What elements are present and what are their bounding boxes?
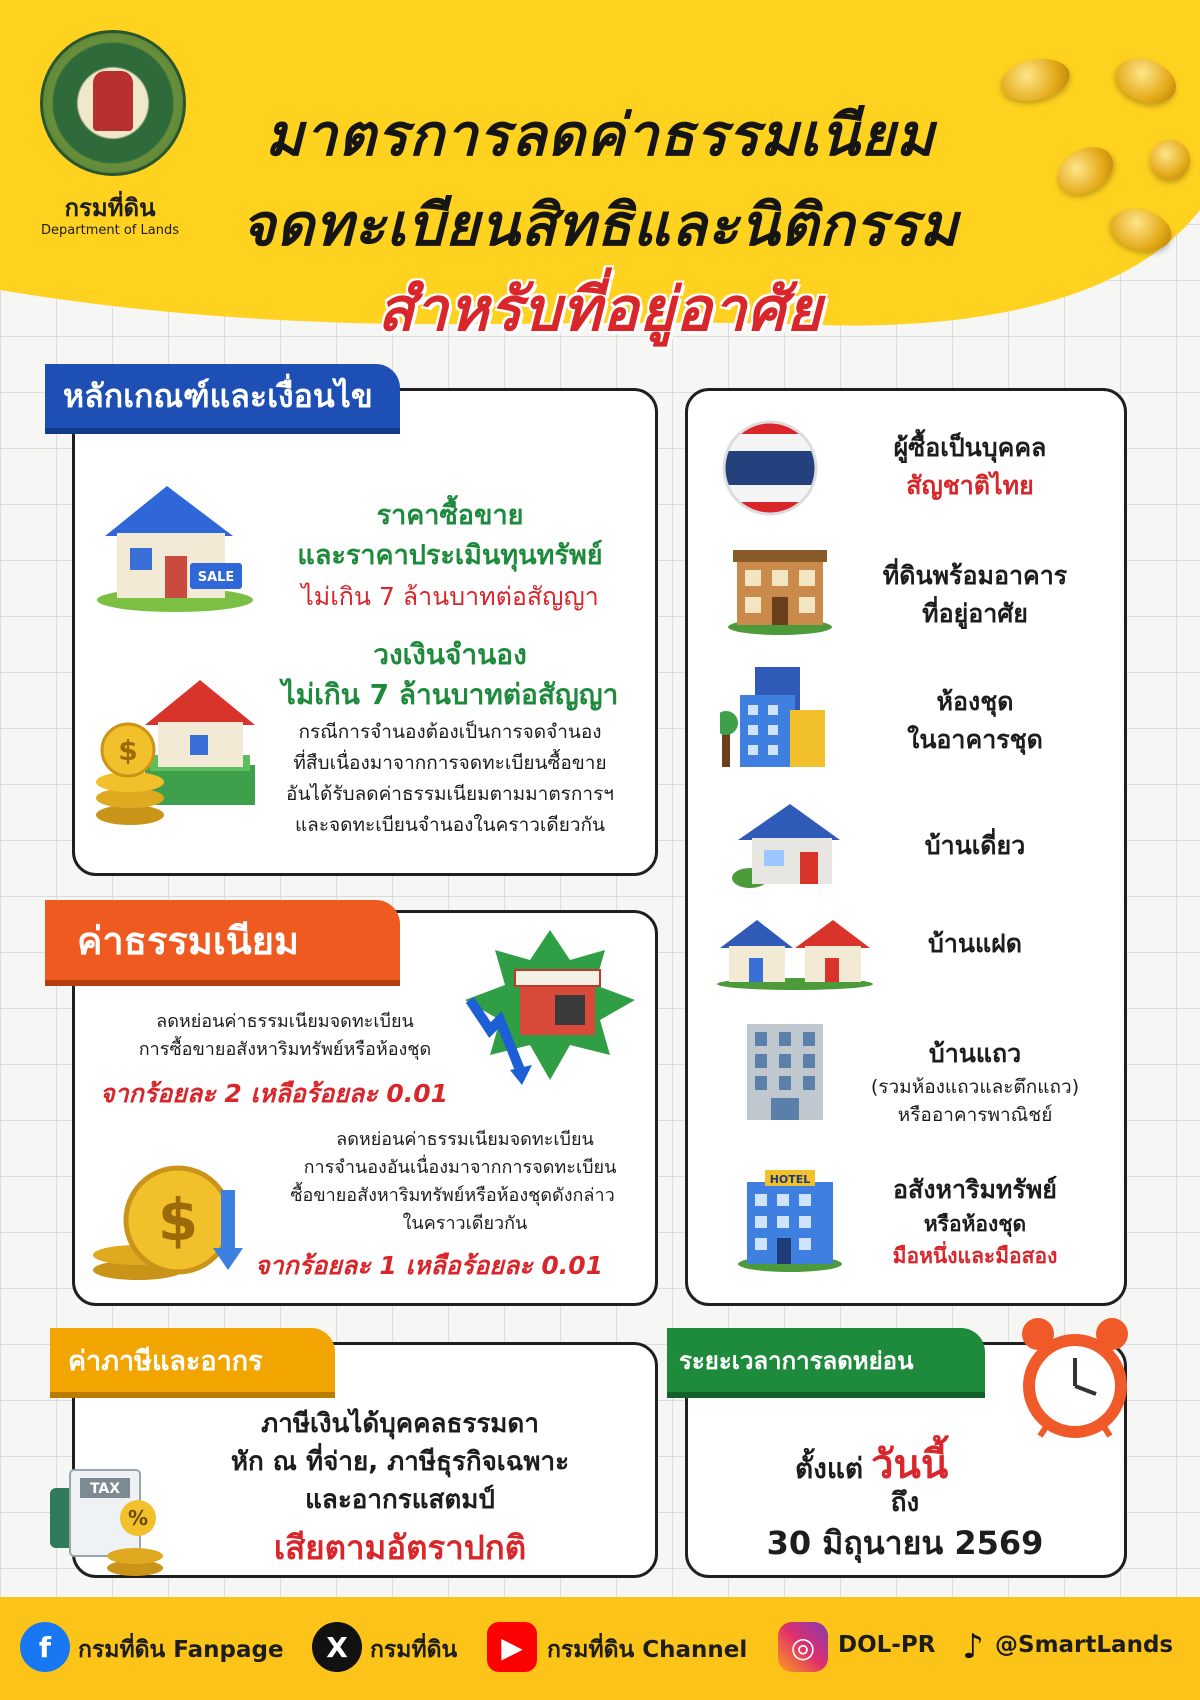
page-title-line1: มาตรการลดค่าธรรมเนียม bbox=[265, 101, 935, 169]
fees-item2-rate: จากร้อยละ 1 เหลือร้อยละ 0.01 bbox=[255, 1251, 604, 1280]
condo-building-icon bbox=[720, 665, 835, 775]
detached-house-icon bbox=[730, 800, 845, 890]
fees-item2-line4: ในคราวเดียวกัน bbox=[402, 1213, 528, 1234]
condo-line2: ในอาคารชุด bbox=[907, 725, 1043, 754]
tax-line3: และอากรแสตมป์ bbox=[305, 1485, 495, 1515]
row-line1: บ้านแถว bbox=[928, 1039, 1022, 1068]
criteria-item1-line2: และราคาประเมินทุนทรัพย์ bbox=[297, 540, 603, 571]
tax-line1: ภาษีเงินได้บุคคลธรรมดา bbox=[261, 1409, 539, 1439]
estate-line3: มือหนึ่งและมือสอง bbox=[892, 1244, 1058, 1268]
period-from-label: ตั้งแต่ bbox=[795, 1452, 864, 1485]
house-sale-icon bbox=[95, 478, 255, 613]
footer-x-link[interactable]: กรมที่ดิน bbox=[370, 1637, 458, 1663]
row-line3: หรืออาคารพาณิชย์ bbox=[897, 1104, 1053, 1126]
x-icon[interactable]: X bbox=[312, 1622, 362, 1672]
row-line2: (รวมห้องแถวและตึกแถว) bbox=[870, 1076, 1080, 1098]
alarm-clock-icon bbox=[1010, 1308, 1140, 1448]
house-money-icon bbox=[90, 670, 260, 830]
land-line1: ที่ดินพร้อมอาคาร bbox=[882, 561, 1068, 590]
tax-doc-icon bbox=[40, 1468, 170, 1578]
detached-label: บ้านเดี่ยว bbox=[924, 831, 1026, 860]
footer-tiktok-link[interactable]: @SmartLands bbox=[995, 1632, 1174, 1658]
dol-seal-icon bbox=[40, 30, 186, 176]
twin-label: บ้านแฝด bbox=[928, 929, 1022, 958]
tax-icon-label: TAX bbox=[89, 1481, 121, 1497]
period-end-date: 30 มิถุนายน 2569 bbox=[766, 1524, 1044, 1562]
footer-youtube-link[interactable]: กรมที่ดิน Channel bbox=[547, 1637, 748, 1663]
fees-tag: ค่าธรรมเนียม bbox=[45, 900, 400, 980]
buyer-line1: ผู้ซื้อเป็นบุคคล bbox=[893, 433, 1047, 462]
thai-flag-icon bbox=[720, 418, 820, 518]
dollar-coin-icon bbox=[88, 1160, 258, 1290]
tax-tag: ค่าภาษีและอากร bbox=[50, 1328, 335, 1392]
criteria-item2-note4: และจดทะเบียนจำนองในคราวเดียวกัน bbox=[294, 814, 606, 836]
criteria-item2-line1: วงเงินจำนอง bbox=[373, 638, 527, 671]
criteria-item2-line2: ไม่เกิน 7 ล้านบาทต่อสัญญา bbox=[281, 678, 619, 711]
land-line2: ที่อยู่อาศัย bbox=[922, 599, 1028, 628]
page-title-line2: จดทะเบียนสิทธิและนิติกรรม bbox=[241, 191, 959, 259]
facebook-icon[interactable]: f bbox=[20, 1622, 70, 1672]
criteria-tag: หลักเกณฑ์และเงื่อนไข bbox=[45, 364, 400, 428]
sale-sign-label: SALE bbox=[197, 570, 235, 585]
criteria-item2-note3: อันได้รับลดค่าธรรมเนียมตามมาตรการฯ bbox=[286, 783, 614, 805]
buyer-line2: สัญชาติไทย bbox=[906, 471, 1034, 500]
fees-item2-line1: ลดหย่อนค่าธรรมเนียมจดทะเบียน bbox=[336, 1129, 594, 1150]
fees-item2-line3: ซื้อขายอสังหาริมทรัพย์หรือห้องชุดดังกล่าว bbox=[290, 1185, 615, 1206]
townhouse-icon bbox=[725, 545, 835, 635]
hotel-building-icon bbox=[735, 1162, 845, 1272]
criteria-item2-note2: ที่สืบเนื่องมาจากการจดทะเบียนซื้อขาย bbox=[293, 752, 607, 774]
svg-text:$: $ bbox=[157, 1186, 199, 1254]
criteria-item2-note1: กรณีการจำนองต้องเป็นการจดจำนอง bbox=[298, 721, 602, 743]
svg-text:%: % bbox=[127, 1506, 149, 1530]
instagram-icon[interactable]: ◎ bbox=[778, 1622, 828, 1672]
logo-subtitle: Department of Lands bbox=[41, 223, 179, 238]
fees-item1-line1: ลดหย่อนค่าธรรมเนียมจดทะเบียน bbox=[156, 1011, 414, 1032]
page-title-line3: สำหรับที่อยู่อาศัย bbox=[377, 275, 823, 345]
criteria-item1-line3: ไม่เกิน 7 ล้านบาทต่อสัญญา bbox=[301, 582, 599, 611]
logo-name: กรมที่ดิน bbox=[64, 194, 156, 222]
youtube-icon[interactable]: ▶ bbox=[487, 1622, 537, 1672]
hotel-sign-label: HOTEL bbox=[769, 1173, 811, 1186]
period-tag: ระยะเวลาการลดหย่อน bbox=[667, 1328, 985, 1392]
tax-line2: หัก ณ ที่จ่าย, ภาษีธุรกิจเฉพาะ bbox=[230, 1447, 570, 1477]
estate-line2: หรือห้องชุด bbox=[923, 1212, 1027, 1236]
criteria-item1-line1: ราคาซื้อขาย bbox=[376, 500, 524, 531]
footer-facebook-link[interactable]: กรมที่ดิน Fanpage bbox=[78, 1637, 284, 1663]
fees-item1-line2: การซื้อขายอสังหาริมทรัพย์หรือห้องชุด bbox=[138, 1039, 432, 1060]
tiktok-icon[interactable]: ♪ bbox=[962, 1627, 984, 1667]
fees-item2-line2: การจำนองอันเนื่องมาจากการจดทะเบียน bbox=[303, 1157, 617, 1178]
fees-item1-rate: จากร้อยละ 2 เหลือร้อยละ 0.01 bbox=[100, 1079, 449, 1108]
tax-line4: เสียตามอัตราปกติ bbox=[273, 1528, 527, 1567]
row-building-icon bbox=[735, 1022, 835, 1122]
svg-text:$: $ bbox=[118, 734, 138, 767]
footer-instagram-link[interactable]: DOL-PR bbox=[838, 1632, 936, 1658]
period-to-label: ถึง bbox=[890, 1488, 920, 1518]
shop-chart-icon bbox=[460, 930, 640, 1090]
coin-icon bbox=[1150, 140, 1190, 180]
period-from-value: วันนี้ bbox=[871, 1442, 949, 1488]
estate-line1: อสังหาริมทรัพย์ bbox=[893, 1175, 1057, 1204]
condo-line1: ห้องชุด bbox=[936, 687, 1014, 716]
